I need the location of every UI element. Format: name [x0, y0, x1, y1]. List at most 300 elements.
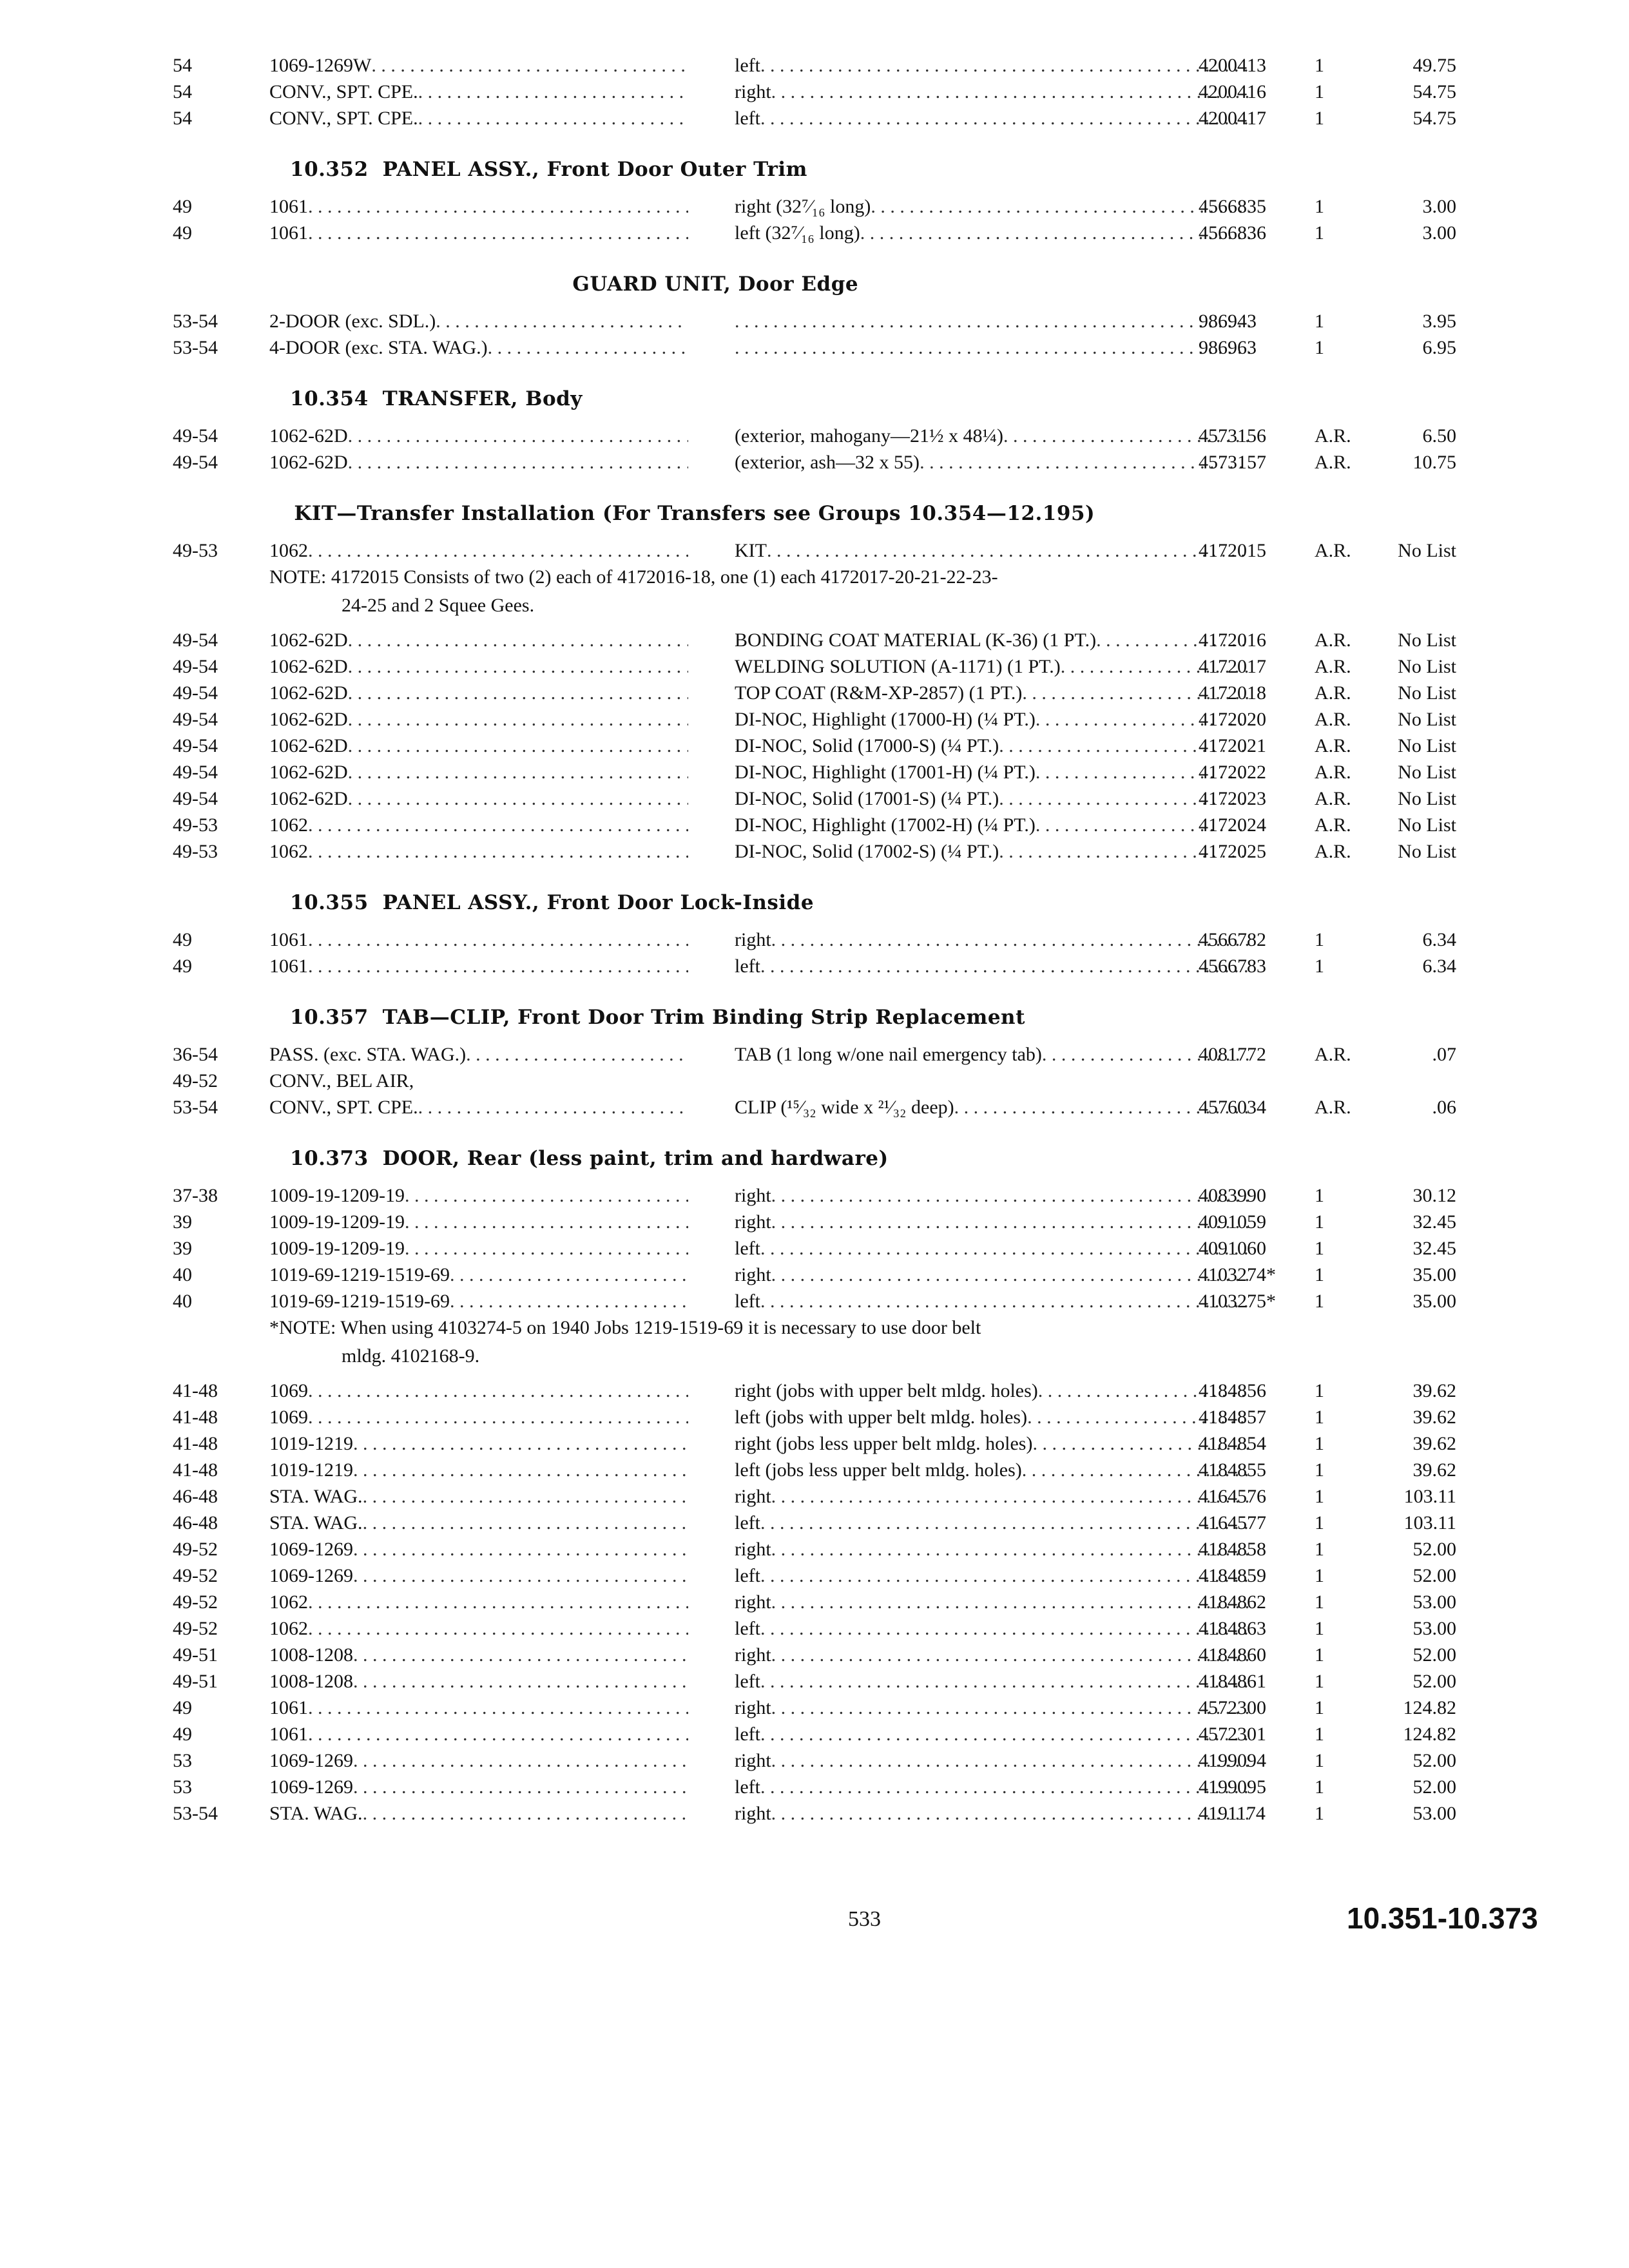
body-style-cell-text: 1062: [269, 1618, 308, 1639]
parts-row: [0, 1483, 1629, 1511]
part-number-cell: 4091060: [1199, 1238, 1266, 1259]
body-style-cell-text: 1062-62D: [269, 452, 348, 473]
description-cell-text: CLIP (¹⁵⁄₃₂ wide x ²¹⁄₃₂ deep): [735, 1097, 954, 1118]
years-cell: 49-54: [173, 762, 218, 783]
quantity-cell: 1: [1315, 108, 1324, 129]
parts-row: [0, 1208, 1629, 1236]
part-number-cell: 4566836: [1199, 222, 1266, 244]
body-style-cell: [269, 537, 688, 565]
price-cell: 39.62: [1412, 1433, 1456, 1454]
years-cell: 49-53: [173, 540, 218, 561]
price-cell: .06: [1432, 1097, 1456, 1118]
part-number-cell: 4172016: [1199, 629, 1266, 651]
part-number-cell: 4184860: [1199, 1644, 1266, 1666]
years-cell: 53-54: [173, 1097, 218, 1118]
part-number-cell: 4200417: [1199, 108, 1266, 129]
parts-row: [0, 758, 1629, 787]
note: [269, 563, 1210, 620]
part-number-cell: 4172023: [1199, 788, 1266, 809]
years-cell: 41-48: [173, 1407, 218, 1428]
body-style-cell: [269, 193, 688, 221]
group-number: 10.355: [290, 891, 369, 914]
price-cell: 3.00: [1422, 196, 1456, 217]
years-cell: 54: [173, 81, 192, 102]
quantity-cell: A.R.: [1315, 540, 1351, 561]
description-cell: [735, 1377, 1250, 1405]
parts-row: [0, 1667, 1629, 1696]
years-cell: 49-53: [173, 841, 218, 862]
description-cell: [735, 1067, 1250, 1095]
quantity-cell: 1: [1315, 1459, 1324, 1481]
description-cell-text: WELDING SOLUTION (A-1171) (1 PT.): [735, 656, 1061, 677]
description-cell-text: left (32⁷⁄₁₆ long): [735, 222, 860, 244]
price-cell: 54.75: [1412, 81, 1456, 102]
description-cell: [735, 1641, 1250, 1669]
body-style-cell-text: 1062: [269, 1591, 308, 1613]
price-cell: No List: [1398, 629, 1456, 651]
price-cell: No List: [1398, 540, 1456, 561]
description-cell-text: TOP COAT (R&M-XP-2857) (1 PT.): [735, 682, 1023, 704]
parts-row: [0, 1261, 1629, 1289]
description-cell-text: right (jobs less upper belt mldg. holes): [735, 1433, 1033, 1454]
parts-row: [0, 653, 1629, 681]
section-title: PANEL ASSY., Front Door Lock-Inside: [382, 891, 815, 914]
description-cell-text: (exterior, ash—32 x 55): [735, 452, 920, 473]
body-style-cell: [269, 52, 688, 80]
body-style-cell: [269, 1041, 688, 1069]
description-cell: [735, 1720, 1250, 1749]
years-cell: 41-48: [173, 1380, 218, 1401]
quantity-cell: A.R.: [1315, 814, 1351, 836]
body-style-cell-text: 1069: [269, 1407, 308, 1428]
description-cell: [735, 785, 1250, 813]
part-number-cell: 4103274*: [1199, 1264, 1276, 1285]
years-cell: 49-52: [173, 1565, 218, 1586]
body-style-cell-text: CONV., BEL AIR,: [269, 1070, 414, 1091]
parts-row: [0, 1747, 1629, 1775]
part-number-cell: 4081772: [1199, 1044, 1266, 1065]
body-style-cell-text: 1062-62D: [269, 788, 348, 809]
years-cell: 49-54: [173, 656, 218, 677]
description-cell: [735, 1403, 1250, 1432]
price-cell: 6.34: [1422, 929, 1456, 950]
quantity-cell: 1: [1315, 1264, 1324, 1285]
parts-row: [0, 1562, 1629, 1590]
description-cell: [735, 811, 1250, 840]
description-cell: [735, 307, 1250, 336]
description-cell: [735, 679, 1250, 707]
description-cell-text: right: [735, 1486, 771, 1507]
body-style-cell-text: 1069-1269: [269, 1776, 353, 1798]
section-title: KIT—Transfer Installation (For Transfers see Groups 10.354—12.195): [294, 502, 1095, 525]
body-style-cell-text: STA. WAG.: [269, 1512, 363, 1533]
part-number-cell: 4164577: [1199, 1512, 1266, 1533]
price-cell: 52.00: [1412, 1671, 1456, 1692]
description-cell: [735, 1800, 1250, 1828]
price-cell: 39.62: [1412, 1380, 1456, 1401]
part-number-cell: 4576034: [1199, 1097, 1266, 1118]
years-cell: 53-54: [173, 1803, 218, 1824]
quantity-cell: 1: [1315, 337, 1324, 358]
parts-row: [0, 626, 1629, 655]
part-number-cell: 986943: [1199, 311, 1257, 332]
section-title: GUARD UNIT, Door Edge: [572, 273, 859, 296]
body-style-cell: [269, 422, 688, 450]
parts-row: [0, 307, 1629, 336]
description-cell: [735, 52, 1250, 80]
group-range: 10.351-10.373: [1347, 1901, 1538, 1935]
quantity-cell: 1: [1315, 956, 1324, 977]
years-cell: 49-51: [173, 1671, 218, 1692]
part-number-cell: 4184858: [1199, 1539, 1266, 1560]
price-cell: No List: [1398, 682, 1456, 704]
parts-row: [0, 422, 1629, 450]
body-style-cell: [269, 1667, 688, 1696]
years-cell: 54: [173, 55, 192, 76]
part-number-cell: 4184862: [1199, 1591, 1266, 1613]
parts-row: [0, 1456, 1629, 1485]
quantity-cell: 1: [1315, 1211, 1324, 1233]
body-style-cell: [269, 1694, 688, 1722]
description-cell: [735, 104, 1250, 133]
body-style-cell: [269, 448, 688, 477]
part-number-cell: 4184856: [1199, 1380, 1266, 1401]
body-style-cell: [269, 758, 688, 787]
part-number-cell: 4184855: [1199, 1459, 1266, 1481]
part-number-cell: 4566783: [1199, 956, 1266, 977]
body-style-cell-text: 1008-1208: [269, 1644, 353, 1666]
quantity-cell: 1: [1315, 1539, 1324, 1560]
description-cell: [735, 1535, 1250, 1564]
quantity-cell: 1: [1315, 1750, 1324, 1771]
description-cell: [735, 838, 1250, 866]
body-style-cell: [269, 1747, 688, 1775]
body-style-cell-text: 1062-62D: [269, 762, 348, 783]
quantity-cell: 1: [1315, 929, 1324, 950]
body-style-cell: [269, 1641, 688, 1669]
years-cell: 49-53: [173, 814, 218, 836]
price-cell: 103.11: [1403, 1486, 1456, 1507]
years-cell: 39: [173, 1238, 192, 1259]
description-cell-text: left: [735, 1724, 760, 1745]
price-cell: 3.95: [1422, 311, 1456, 332]
years-cell: 49-54: [173, 452, 218, 473]
body-style-cell: [269, 1456, 688, 1485]
description-cell-text: left: [735, 1618, 760, 1639]
body-style-cell-text: CONV., SPT. CPE.: [269, 81, 418, 102]
description-cell: [735, 1615, 1250, 1643]
quantity-cell: 1: [1315, 1185, 1324, 1206]
parts-row: [0, 1182, 1629, 1210]
body-style-cell: [269, 219, 688, 247]
body-style-cell: [269, 1720, 688, 1749]
parts-row: [0, 1588, 1629, 1617]
body-style-cell: [269, 1483, 688, 1511]
description-cell-text: right (32⁷⁄₁₆ long): [735, 196, 871, 217]
parts-row: [0, 1800, 1629, 1828]
parts-row: [0, 926, 1629, 954]
quantity-cell: 1: [1315, 311, 1324, 332]
body-style-cell-text: 1062: [269, 841, 308, 862]
parts-row: [0, 1773, 1629, 1802]
parts-row: [0, 1093, 1629, 1122]
description-cell: [735, 1456, 1250, 1485]
description-cell: [735, 1093, 1250, 1122]
quantity-cell: 1: [1315, 81, 1324, 102]
parts-row: [0, 448, 1629, 477]
part-number-cell: 4184863: [1199, 1618, 1266, 1639]
price-cell: 52.00: [1412, 1750, 1456, 1771]
quantity-cell: A.R.: [1315, 1097, 1351, 1118]
quantity-cell: 1: [1315, 1618, 1324, 1639]
description-cell-text: right: [735, 81, 771, 102]
body-style-cell-text: 1062-62D: [269, 735, 348, 756]
years-cell: 54: [173, 108, 192, 129]
description-cell: [735, 1182, 1250, 1210]
parts-row: [0, 52, 1629, 80]
description-cell-text: left: [735, 108, 760, 129]
quantity-cell: 1: [1315, 1644, 1324, 1666]
part-number-cell: 4172017: [1199, 656, 1266, 677]
description-cell-text: right: [735, 1185, 771, 1206]
years-cell: 49-54: [173, 682, 218, 704]
price-cell: 49.75: [1412, 55, 1456, 76]
note: [269, 1314, 1210, 1370]
description-cell-text: left (jobs with upper belt mldg. holes): [735, 1407, 1028, 1428]
years-cell: 53-54: [173, 337, 218, 358]
part-number-cell: 4083990: [1199, 1185, 1266, 1206]
parts-row: [0, 1235, 1629, 1263]
years-cell: 37-38: [173, 1185, 218, 1206]
description-cell-text: DI-NOC, Solid (17000-S) (¼ PT.): [735, 735, 999, 756]
parts-row: [0, 1377, 1629, 1405]
years-cell: 49-51: [173, 1644, 218, 1666]
price-cell: 52.00: [1412, 1539, 1456, 1560]
description-cell: [735, 334, 1250, 362]
quantity-cell: A.R.: [1315, 452, 1351, 473]
body-style-cell-text: 1008-1208: [269, 1671, 353, 1692]
description-cell: [735, 1287, 1250, 1316]
body-style-cell-text: 1062-62D: [269, 682, 348, 704]
description-cell: [735, 653, 1250, 681]
quantity-cell: A.R.: [1315, 841, 1351, 862]
years-cell: 36-54: [173, 1044, 218, 1065]
part-number-cell: 4572301: [1199, 1724, 1266, 1745]
quantity-cell: 1: [1315, 1512, 1324, 1533]
price-cell: 53.00: [1412, 1618, 1456, 1639]
body-style-cell-text: STA. WAG.: [269, 1486, 363, 1507]
body-style-cell-text: 1062-62D: [269, 629, 348, 651]
description-cell: [735, 1041, 1250, 1069]
part-number-cell: 4184859: [1199, 1565, 1266, 1586]
body-style-cell: [269, 706, 688, 734]
years-cell: 53-54: [173, 311, 218, 332]
quantity-cell: 1: [1315, 1803, 1324, 1824]
body-style-cell-text: 1009-19-1209-19: [269, 1185, 405, 1206]
part-number-cell: 4566835: [1199, 196, 1266, 217]
body-style-cell: [269, 1261, 688, 1289]
part-number-cell: 4572300: [1199, 1697, 1266, 1718]
description-cell: [735, 1667, 1250, 1696]
description-cell: [735, 1562, 1250, 1590]
price-cell: 30.12: [1412, 1185, 1456, 1206]
description-cell-text: DI-NOC, Solid (17001-S) (¼ PT.): [735, 788, 999, 809]
note-line: NOTE: 4172015 Consists of two (2) each of 4172016-18, one (1) each 4172017-20-21-22-23-: [269, 566, 998, 588]
body-style-cell-text: 1062-62D: [269, 425, 348, 447]
parts-row: [0, 219, 1629, 247]
price-cell: No List: [1398, 841, 1456, 862]
price-cell: 53.00: [1412, 1803, 1456, 1824]
description-cell-text: left: [735, 1671, 760, 1692]
description-cell-text: DI-NOC, Highlight (17000-H) (¼ PT.): [735, 709, 1036, 730]
quantity-cell: 1: [1315, 1433, 1324, 1454]
description-cell-text: (exterior, mahogany—21½ x 48¼): [735, 425, 1004, 447]
part-number-cell: 4184857: [1199, 1407, 1266, 1428]
quantity-cell: 1: [1315, 1724, 1324, 1745]
years-cell: 49-54: [173, 709, 218, 730]
body-style-cell: [269, 838, 688, 866]
description-cell-text: right: [735, 1264, 771, 1285]
price-cell: No List: [1398, 762, 1456, 783]
price-cell: 54.75: [1412, 108, 1456, 129]
body-style-cell-text: 1061: [269, 196, 308, 217]
price-cell: 52.00: [1412, 1565, 1456, 1586]
part-number-cell: 4091059: [1199, 1211, 1266, 1233]
part-number-cell: 4172020: [1199, 709, 1266, 730]
quantity-cell: A.R.: [1315, 629, 1351, 651]
quantity-cell: A.R.: [1315, 1044, 1351, 1065]
description-cell-text: DI-NOC, Highlight (17001-H) (¼ PT.): [735, 762, 1036, 783]
price-cell: 3.00: [1422, 222, 1456, 244]
years-cell: 49-54: [173, 425, 218, 447]
price-cell: 35.00: [1412, 1291, 1456, 1312]
section-heading: [290, 155, 807, 184]
parts-row: [0, 334, 1629, 362]
years-cell: 41-48: [173, 1433, 218, 1454]
description-cell: [735, 626, 1250, 655]
quantity-cell: 1: [1315, 1238, 1324, 1259]
quantity-cell: 1: [1315, 1380, 1324, 1401]
body-style-cell: [269, 307, 688, 336]
years-cell: 53: [173, 1776, 192, 1798]
quantity-cell: A.R.: [1315, 762, 1351, 783]
body-style-cell: [269, 1377, 688, 1405]
parts-row: [0, 785, 1629, 813]
description-cell-text: left: [735, 55, 760, 76]
body-style-cell: [269, 1093, 688, 1122]
years-cell: 39: [173, 1211, 192, 1233]
quantity-cell: 1: [1315, 1407, 1324, 1428]
note-line: mldg. 4102168-9.: [342, 1345, 480, 1367]
group-number: 10.354: [290, 387, 369, 410]
parts-row: [0, 952, 1629, 981]
price-cell: 39.62: [1412, 1407, 1456, 1428]
parts-row: [0, 1720, 1629, 1749]
part-number-cell: 4199094: [1199, 1750, 1266, 1771]
body-style-cell: [269, 653, 688, 681]
description-cell: [735, 1773, 1250, 1802]
years-cell: 49-52: [173, 1591, 218, 1613]
quantity-cell: 1: [1315, 1671, 1324, 1692]
quantity-cell: 1: [1315, 1776, 1324, 1798]
years-cell: 49: [173, 956, 192, 977]
body-style-cell-text: CONV., SPT. CPE.: [269, 1097, 418, 1118]
description-cell: [735, 193, 1250, 221]
section-heading: [572, 270, 858, 298]
section-title: DOOR, Rear (less paint, trim and hardware): [382, 1147, 889, 1170]
quantity-cell: 1: [1315, 1486, 1324, 1507]
body-style-cell: [269, 626, 688, 655]
description-cell: [735, 1509, 1250, 1537]
body-style-cell-text: 1061: [269, 222, 308, 244]
price-cell: 39.62: [1412, 1459, 1456, 1481]
body-style-cell: [269, 811, 688, 840]
body-style-cell-text: 1062-62D: [269, 656, 348, 677]
part-number-cell: [1199, 1067, 1308, 1095]
body-style-cell: [269, 334, 688, 362]
years-cell: 49: [173, 1724, 192, 1745]
years-cell: 49: [173, 929, 192, 950]
body-style-cell: [269, 1403, 688, 1432]
description-cell-text: right (jobs with upper belt mldg. holes): [735, 1380, 1038, 1401]
body-style-cell-text: 1061: [269, 1724, 308, 1745]
parts-row: [0, 706, 1629, 734]
body-style-cell-text: 1069-1269: [269, 1539, 353, 1560]
body-style-cell-text: 1062: [269, 814, 308, 836]
years-cell: 49: [173, 196, 192, 217]
group-number: 10.373: [290, 1147, 369, 1170]
body-style-cell-text: 1009-19-1209-19: [269, 1238, 405, 1259]
description-cell: [735, 1747, 1250, 1775]
description-cell-text: left: [735, 1565, 760, 1586]
years-cell: 49-52: [173, 1070, 218, 1091]
quantity-cell: 1: [1315, 196, 1324, 217]
price-cell: No List: [1398, 788, 1456, 809]
body-style-cell-text: PASS. (exc. STA. WAG.): [269, 1044, 467, 1065]
group-number: 10.357: [290, 1006, 369, 1029]
parts-row: [0, 732, 1629, 760]
parts-row: [0, 811, 1629, 840]
description-cell-text: BONDING COAT MATERIAL (K-36) (1 PT.): [735, 629, 1097, 651]
quantity-cell: 1: [1315, 55, 1324, 76]
description-cell-text: right: [735, 1539, 771, 1560]
quantity-cell: A.R.: [1315, 788, 1351, 809]
section-heading: [290, 889, 814, 917]
price-cell: 6.95: [1422, 337, 1456, 358]
description-cell-text: left: [735, 1238, 760, 1259]
body-style-cell-text: 1069-1269W: [269, 55, 372, 76]
part-number-cell: 4184861: [1199, 1671, 1266, 1692]
description-cell: [735, 952, 1250, 981]
part-number-cell: 4184854: [1199, 1433, 1266, 1454]
part-number-cell: 4172025: [1199, 841, 1266, 862]
body-style-cell: [269, 952, 688, 981]
part-number-cell: 986963: [1199, 337, 1257, 358]
description-cell-text: KIT: [735, 540, 767, 561]
parts-row: [0, 1430, 1629, 1458]
years-cell: 49: [173, 1697, 192, 1718]
years-cell: 53: [173, 1750, 192, 1771]
price-cell: 32.45: [1412, 1211, 1456, 1233]
part-number-cell: 4191174: [1199, 1803, 1266, 1824]
body-style-cell-text: 2-DOOR (exc. SDL.): [269, 311, 436, 332]
body-style-cell: [269, 104, 688, 133]
price-cell: 103.11: [1403, 1512, 1456, 1533]
description-cell: [735, 219, 1250, 247]
section-title: PANEL ASSY., Front Door Outer Trim: [382, 158, 807, 181]
parts-row: [0, 1641, 1629, 1669]
price-cell: 52.00: [1412, 1776, 1456, 1798]
